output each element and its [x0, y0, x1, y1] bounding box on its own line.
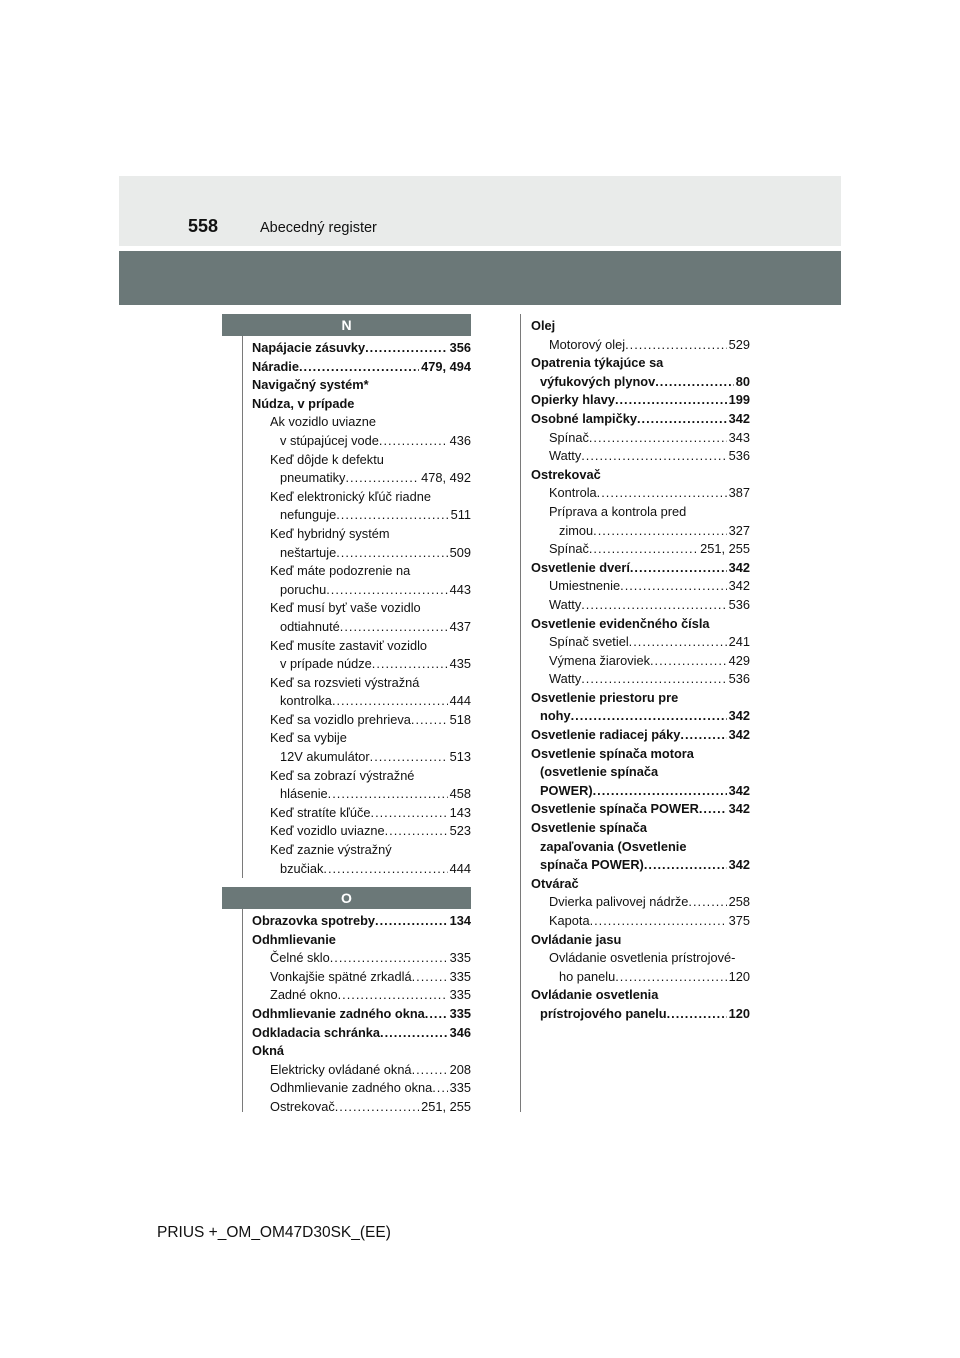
index-entry	[531, 373, 750, 392]
index-entry-page: 199	[728, 392, 750, 408]
index-entry	[531, 577, 750, 596]
index-entry-text: Otvárač	[531, 875, 579, 891]
index-entry-page: 327	[728, 522, 750, 538]
index-entry-text: Watty	[549, 448, 582, 464]
dot-leader	[615, 391, 727, 410]
index-entry	[252, 931, 471, 950]
section-letter-o: O	[222, 887, 471, 909]
section-n-rule	[242, 336, 243, 878]
index-column-left-n	[252, 339, 471, 878]
dot-leader	[680, 726, 726, 745]
dot-leader	[299, 358, 419, 377]
index-entry-text: Ak vozidlo uviazne	[270, 414, 376, 430]
index-entry	[531, 633, 750, 652]
dot-leader	[593, 782, 727, 801]
index-entry	[531, 447, 750, 466]
dot-leader	[637, 410, 727, 429]
index-entry-text: Osvetlenie dverí	[531, 559, 630, 575]
index-entry-page: 335	[449, 968, 471, 984]
dot-leader	[589, 429, 727, 448]
index-entry-text: Spínač	[549, 541, 589, 557]
index-entry	[531, 782, 750, 801]
index-entry-page: 258	[728, 894, 750, 910]
index-entry-page: 523	[449, 823, 471, 839]
dot-leader	[581, 447, 726, 466]
dot-leader	[655, 373, 734, 392]
index-entry-text: Keď dôjde k defektu	[270, 451, 384, 467]
index-entry	[252, 544, 471, 563]
index-entry-page: 342	[728, 559, 750, 575]
index-entry-text: ho panelu	[559, 968, 616, 984]
column-divider-right	[520, 314, 521, 1112]
index-entry-text: Olej	[531, 318, 556, 333]
index-entry-text: Keď vozidlo uviazne	[270, 823, 385, 839]
dot-leader	[597, 484, 727, 503]
index-entry-text: Keď sa vozidlo prehrieva	[270, 711, 411, 727]
index-entry	[252, 968, 471, 987]
index-entry	[531, 466, 750, 485]
index-entry-text: neštartuje	[280, 544, 337, 560]
index-entry	[252, 525, 471, 544]
index-entry-text: Keď sa zobrazí výstražné	[270, 767, 415, 783]
index-entry	[252, 785, 471, 804]
dot-leader	[372, 655, 448, 674]
index-entry-text: Ostrekovač	[531, 466, 601, 482]
index-entry-text: Dvierka palivovej nádrže	[549, 894, 689, 910]
index-entry-text: Osvetlenie priestoru pre	[531, 689, 679, 705]
index-entry	[531, 522, 750, 541]
index-entry-text: Keď stratíte kľúče	[270, 804, 371, 820]
index-entry-text: Zadné okno	[270, 987, 338, 1003]
index-entry	[252, 618, 471, 637]
index-entry-text: Núdza, v prípade	[252, 395, 355, 411]
index-entry	[531, 652, 750, 671]
index-entry-page: 479, 494	[421, 358, 471, 374]
index-entry-text: Odhmlievanie zadného okna	[270, 1080, 433, 1096]
page-number: 558	[188, 216, 219, 236]
index-entry-text: Watty	[549, 671, 582, 687]
index-entry	[531, 540, 750, 559]
dot-leader	[593, 522, 727, 541]
dot-leader	[581, 596, 726, 615]
dot-leader	[411, 711, 448, 730]
index-entry-text: Ovládanie osvetlenia	[531, 987, 659, 1003]
index-entry-page: 335	[449, 1080, 471, 1096]
index-entry-text: nefunguje	[280, 507, 337, 523]
index-entry	[531, 968, 750, 987]
index-entry	[252, 655, 471, 674]
dot-leader	[650, 652, 727, 671]
index-entry	[252, 469, 471, 488]
index-entry-page: 335	[449, 1005, 471, 1021]
index-entry	[252, 599, 471, 618]
dot-leader	[365, 339, 448, 358]
index-entry	[531, 986, 750, 1005]
index-entry	[252, 451, 471, 470]
footer-document-code: PRIUS +_OM_OM47D30SK_(EE)	[157, 1224, 391, 1241]
index-entry	[252, 804, 471, 823]
index-entry	[252, 339, 471, 358]
dot-leader	[336, 544, 447, 563]
index-entry-page: 513	[449, 749, 471, 765]
index-entry	[252, 1098, 471, 1117]
index-entry-text: Keď musí byť vaše vozidlo	[270, 600, 421, 616]
index-entry	[252, 841, 471, 860]
index-entry-page: 208	[449, 1061, 471, 1077]
index-entry	[531, 596, 750, 615]
dot-leader	[644, 856, 727, 875]
index-entry-text: Odhmlievanie zadného okna	[252, 1005, 425, 1021]
index-entry-page: 251, 255	[421, 1098, 471, 1114]
index-entry-text: Osobné lampičky	[531, 410, 637, 426]
header-dark-band	[119, 251, 841, 305]
index-entry	[252, 395, 471, 414]
dot-leader	[370, 748, 448, 767]
index-entry-text: Ovládanie jasu	[531, 931, 622, 947]
index-entry-page: 444	[449, 860, 471, 876]
index-entry-page: 342	[728, 782, 750, 798]
index-entry-page: 536	[728, 448, 750, 464]
index-entry	[252, 729, 471, 748]
index-entry	[531, 317, 750, 336]
index-entry	[252, 1024, 471, 1043]
header-band	[119, 176, 841, 246]
index-entry	[531, 931, 750, 950]
index-entry-text: Spínač svetiel	[549, 634, 629, 650]
index-entry	[252, 432, 471, 451]
index-entry-page: 335	[449, 987, 471, 1003]
index-entry-text: Osvetlenie radiacej páky	[531, 727, 681, 743]
index-entry	[531, 763, 750, 782]
index-entry-page: 511	[450, 507, 471, 523]
index-entry-page: 375	[728, 913, 750, 928]
dot-leader	[620, 577, 727, 596]
index-entry-text: Odhmlievanie	[252, 931, 336, 947]
index-entry-page: 436	[449, 432, 471, 448]
index-entry	[531, 800, 750, 819]
index-entry-page: 342	[728, 857, 750, 873]
index-entry-page: 346	[449, 1024, 471, 1040]
index-entry-page: 536	[728, 671, 750, 687]
index-entry-page: 251, 255	[700, 541, 750, 557]
index-entry	[531, 429, 750, 448]
dot-leader	[412, 968, 448, 987]
index-entry	[252, 581, 471, 600]
index-entry-page: 356	[449, 340, 471, 355]
index-entry	[252, 711, 471, 730]
index-entry-text: Osvetlenie spínača motora	[531, 745, 694, 761]
dot-leader	[385, 822, 448, 841]
dot-leader	[629, 633, 727, 652]
index-entry-page: 335	[449, 950, 471, 966]
dot-leader	[432, 1079, 447, 1098]
index-entry-text: spínača POWER)	[540, 857, 644, 873]
index-entry-text: výfukových plynov	[540, 373, 656, 389]
dot-leader	[340, 618, 448, 637]
index-entry-text: Výmena žiaroviek	[549, 652, 650, 668]
dot-leader	[412, 1061, 448, 1080]
index-entry-text: Keď elektronický kľúč riadne	[270, 488, 431, 504]
index-entry-text: Keď sa vybije	[270, 730, 347, 746]
index-entry	[252, 674, 471, 693]
index-entry	[531, 670, 750, 689]
index-entry-text: hlásenie	[280, 786, 328, 802]
index-entry-page: 529	[728, 336, 750, 352]
index-entry-text: 12V akumulátor	[280, 749, 370, 765]
index-entry-text: Ostrekovač	[270, 1098, 335, 1114]
index-entry-text: Obrazovka spotreby	[252, 913, 376, 928]
index-entry-page: 342	[728, 801, 750, 817]
index-entry	[252, 637, 471, 656]
dot-leader	[571, 707, 727, 726]
index-entry	[531, 1005, 750, 1024]
dot-leader	[328, 785, 448, 804]
dot-leader	[379, 432, 448, 451]
index-entry-page: 387	[728, 485, 750, 501]
index-entry-text: Opierky hlavy	[531, 392, 615, 408]
dot-leader	[335, 1098, 419, 1117]
index-entry-text: Keď sa rozsvieti výstražná	[270, 674, 420, 690]
index-entry-text: Vonkajšie spätné zrkadlá	[270, 968, 412, 984]
index-entry-page: 429	[728, 652, 750, 668]
index-entry	[531, 503, 750, 522]
index-entry	[531, 745, 750, 764]
index-entry-page: 120	[728, 1005, 750, 1021]
index-entry	[252, 767, 471, 786]
index-entry	[531, 410, 750, 429]
dot-leader	[581, 670, 726, 689]
index-entry-page: 143	[449, 804, 471, 820]
index-entry-page: 518	[449, 711, 471, 727]
index-entry-text: Ovládanie osvetlenia prístrojové-	[549, 950, 736, 966]
index-entry-page: 509	[449, 544, 471, 560]
index-entry-page: 80	[735, 373, 750, 389]
index-entry-page: 478, 492	[421, 470, 471, 486]
dot-leader	[590, 912, 727, 931]
index-entry-text: kontrolka	[280, 693, 332, 709]
index-entry-text: Keď zaznie výstražný	[270, 842, 392, 858]
dot-leader	[330, 949, 448, 968]
index-entry-text: Kapota	[549, 913, 590, 928]
index-entry	[531, 838, 750, 857]
dot-leader	[332, 692, 448, 711]
index-entry-text: Napájacie zásuvky	[252, 340, 366, 355]
index-entry	[531, 875, 750, 894]
dot-leader	[667, 1005, 727, 1024]
index-entry-text: bzučiak	[280, 860, 324, 876]
dot-leader	[371, 804, 448, 823]
index-entry	[252, 822, 471, 841]
section-letter-n: N	[222, 314, 471, 336]
index-entry-text: Watty	[549, 596, 582, 612]
index-entry	[531, 707, 750, 726]
index-entry	[531, 726, 750, 745]
index-entry	[252, 692, 471, 711]
index-entry-text: Príprava a kontrola pred	[549, 503, 687, 519]
index-entry-page: 435	[449, 656, 471, 672]
index-entry	[252, 860, 471, 879]
index-entry-page: 342	[728, 727, 750, 743]
index-entry-page: 134	[449, 913, 471, 928]
index-entry-page: 536	[728, 596, 750, 612]
index-entry	[252, 488, 471, 507]
index-entry-text: Kontrola	[549, 485, 597, 501]
index-entry-page: 343	[728, 429, 750, 445]
index-entry	[252, 413, 471, 432]
index-entry	[252, 1079, 471, 1098]
index-entry	[531, 484, 750, 503]
index-entry	[531, 336, 750, 355]
index-entry-text: Náradie	[252, 358, 299, 374]
index-entry-page: 443	[449, 581, 471, 597]
index-entry-text: zapaľovania (Osvetlenie	[540, 838, 687, 854]
index-entry-text: Motorový olej	[549, 336, 626, 352]
index-entry-text: Osvetlenie spínača	[531, 820, 647, 836]
index-entry-page: 437	[449, 618, 471, 634]
index-column-right	[531, 317, 750, 1024]
index-entry-text: Čelné sklo	[270, 950, 330, 966]
index-entry-text: Spínač	[549, 429, 589, 445]
index-entry-text: zimou	[559, 522, 594, 538]
index-entry-text: nohy	[540, 708, 571, 724]
dot-leader	[688, 893, 726, 912]
index-entry-text: v stúpajúcej vode	[280, 432, 379, 448]
index-entry	[252, 376, 471, 395]
index-entry-text: POWER)	[540, 782, 593, 798]
index-entry-text: Elektricky ovládané okná	[270, 1061, 412, 1077]
index-entry	[252, 912, 471, 931]
index-entry-text: (osvetlenie spínača	[540, 764, 659, 780]
index-entry-page: 241	[728, 634, 750, 650]
dot-leader	[425, 1005, 448, 1024]
dot-leader	[338, 986, 448, 1005]
index-entry	[252, 358, 471, 377]
index-entry-text: Keď máte podozrenie na	[270, 563, 411, 579]
index-entry-text: prístrojového panelu	[540, 1005, 667, 1021]
dot-leader	[336, 506, 448, 525]
index-entry-text: odtiahnuté	[280, 618, 340, 634]
index-entry	[531, 391, 750, 410]
index-entry	[531, 856, 750, 875]
dot-leader	[625, 336, 727, 355]
index-entry-text: Navigačný systém*	[252, 377, 369, 393]
index-entry	[531, 689, 750, 708]
dot-leader	[615, 968, 726, 987]
index-entry-text: Keď hybridný systém	[270, 525, 390, 541]
index-entry-text: Opatrenia týkajúce sa	[531, 355, 664, 371]
index-entry	[531, 615, 750, 634]
index-entry	[531, 559, 750, 578]
dot-leader	[375, 912, 448, 931]
index-entry	[252, 1005, 471, 1024]
index-entry	[252, 1061, 471, 1080]
section-o-rule	[242, 909, 243, 1112]
index-entry-page: 342	[728, 708, 750, 724]
index-entry	[252, 1042, 471, 1061]
dot-leader	[380, 1024, 448, 1043]
index-entry-text: pneumatiky	[280, 470, 346, 486]
index-entry-page: 444	[449, 693, 471, 709]
index-entry-text: Osvetlenie spínača POWER	[531, 801, 699, 817]
index-entry-text: Keď musíte zastaviť vozidlo	[270, 637, 428, 653]
dot-leader	[699, 800, 727, 819]
index-entry	[252, 562, 471, 581]
page-title: Abecedný register	[260, 220, 377, 236]
index-entry-page: 458	[449, 786, 471, 802]
index-entry	[531, 912, 750, 931]
index-entry	[252, 949, 471, 968]
index-entry-text: Osvetlenie evidenčného čísla	[531, 615, 710, 631]
dot-leader	[323, 860, 447, 879]
index-entry-text: Odkladacia schránka	[252, 1024, 381, 1040]
dot-leader	[345, 469, 419, 488]
index-entry-text: poruchu	[280, 581, 327, 597]
index-entry	[252, 986, 471, 1005]
dot-leader	[326, 581, 447, 600]
index-entry	[531, 354, 750, 373]
index-entry-page: 120	[728, 968, 750, 984]
index-entry-page: 342	[728, 410, 750, 426]
dot-leader	[630, 559, 727, 578]
index-entry-text: Okná	[252, 1043, 285, 1059]
index-entry-text: v prípade núdze	[280, 656, 372, 672]
index-entry-page: 342	[728, 578, 750, 594]
index-entry	[531, 893, 750, 912]
index-entry-text: Umiestnenie	[549, 578, 621, 594]
index-entry	[531, 949, 750, 968]
index-column-left-o	[252, 912, 471, 1117]
index-entry	[252, 506, 471, 525]
index-entry	[252, 748, 471, 767]
index-entry	[531, 819, 750, 838]
dot-leader	[589, 540, 698, 559]
